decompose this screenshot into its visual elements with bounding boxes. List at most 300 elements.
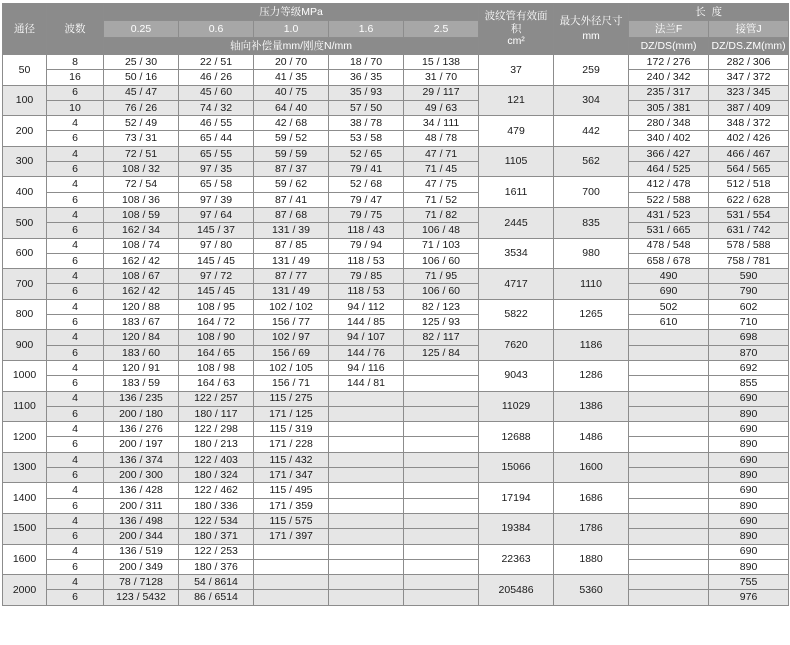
cell-pressure-4: 106 / 48 xyxy=(404,223,479,238)
cell-pressure-4 xyxy=(404,437,479,452)
cell-area: 15066 xyxy=(479,452,554,483)
header-pressure-0: 0.25 xyxy=(104,21,179,38)
table-row xyxy=(3,483,789,498)
cell-pipe: 347 / 372 xyxy=(709,70,789,85)
cell-area: 1611 xyxy=(479,177,554,208)
cell-pressure-0: 123 / 5432 xyxy=(104,590,179,605)
cell-pressure-3 xyxy=(329,590,404,605)
cell-pressure-4: 71 / 52 xyxy=(404,192,479,207)
cell-dn: 1400 xyxy=(3,483,47,514)
cell-pressure-1: 97 / 80 xyxy=(179,238,254,253)
cell-flange xyxy=(629,483,709,498)
table-row xyxy=(3,452,789,467)
table-row xyxy=(3,192,789,207)
cell-pressure-2 xyxy=(254,575,329,590)
cell-pressure-4 xyxy=(404,513,479,528)
cell-pipe: 348 / 372 xyxy=(709,116,789,131)
cell-dn: 1200 xyxy=(3,422,47,453)
cell-flange xyxy=(629,437,709,452)
cell-pressure-2: 59 / 62 xyxy=(254,177,329,192)
cell-pressure-4: 71 / 103 xyxy=(404,238,479,253)
cell-pressure-3: 36 / 35 xyxy=(329,70,404,85)
cell-area: 19384 xyxy=(479,513,554,544)
cell-pressure-0: 200 / 311 xyxy=(104,498,179,513)
cell-pipe: 976 xyxy=(709,590,789,605)
cell-pressure-4 xyxy=(404,376,479,391)
cell-area: 2445 xyxy=(479,207,554,238)
cell-pressure-4: 47 / 71 xyxy=(404,146,479,161)
cell-pressure-1: 54 / 8614 xyxy=(179,575,254,590)
cell-pressure-3 xyxy=(329,422,404,437)
cell-pressure-1: 180 / 376 xyxy=(179,559,254,574)
cell-pressure-0: 108 / 36 xyxy=(104,192,179,207)
cell-waves: 6 xyxy=(47,131,104,146)
cell-waves: 6 xyxy=(47,590,104,605)
cell-dn: 50 xyxy=(3,55,47,86)
cell-pressure-0: 25 / 30 xyxy=(104,55,179,70)
cell-pressure-1: 108 / 98 xyxy=(179,360,254,375)
cell-maxod: 562 xyxy=(554,146,629,177)
table-row xyxy=(3,498,789,513)
cell-pressure-1: 108 / 95 xyxy=(179,299,254,314)
cell-flange: 412 / 478 xyxy=(629,177,709,192)
cell-pressure-3 xyxy=(329,452,404,467)
cell-pressure-2: 131 / 49 xyxy=(254,284,329,299)
cell-maxod: 1686 xyxy=(554,483,629,514)
cell-pressure-3 xyxy=(329,559,404,574)
cell-pressure-1: 180 / 324 xyxy=(179,468,254,483)
cell-dn: 1500 xyxy=(3,513,47,544)
spec-table xyxy=(2,3,789,606)
cell-flange xyxy=(629,452,709,467)
cell-waves: 4 xyxy=(47,544,104,559)
cell-pressure-2: 59 / 52 xyxy=(254,131,329,146)
cell-pressure-0: 183 / 60 xyxy=(104,345,179,360)
cell-pressure-0: 78 / 7128 xyxy=(104,575,179,590)
cell-pressure-2: 156 / 69 xyxy=(254,345,329,360)
cell-pipe: 690 xyxy=(709,452,789,467)
cell-pressure-2: 171 / 347 xyxy=(254,468,329,483)
table-row xyxy=(3,223,789,238)
cell-pressure-2: 171 / 228 xyxy=(254,437,329,452)
cell-waves: 4 xyxy=(47,483,104,498)
cell-pipe: 790 xyxy=(709,284,789,299)
cell-area: 12688 xyxy=(479,422,554,453)
cell-pipe: 890 xyxy=(709,468,789,483)
cell-pressure-3 xyxy=(329,498,404,513)
cell-pressure-4 xyxy=(404,559,479,574)
cell-dn: 900 xyxy=(3,330,47,361)
cell-flange: 172 / 276 xyxy=(629,55,709,70)
cell-pressure-1: 97 / 72 xyxy=(179,269,254,284)
cell-maxod: 1600 xyxy=(554,452,629,483)
header-pressure-4: 2.5 xyxy=(404,21,479,38)
cell-waves: 4 xyxy=(47,238,104,253)
cell-pipe: 531 / 554 xyxy=(709,207,789,222)
cell-flange: 490 xyxy=(629,269,709,284)
cell-maxod: 1386 xyxy=(554,391,629,422)
cell-maxod: 1880 xyxy=(554,544,629,575)
cell-pressure-3: 79 / 94 xyxy=(329,238,404,253)
cell-pressure-1: 164 / 63 xyxy=(179,376,254,391)
cell-pressure-0: 200 / 180 xyxy=(104,406,179,421)
cell-pressure-4 xyxy=(404,498,479,513)
cell-pressure-2: 102 / 97 xyxy=(254,330,329,345)
cell-pressure-2: 115 / 575 xyxy=(254,513,329,528)
cell-area: 9043 xyxy=(479,360,554,391)
cell-maxod: 304 xyxy=(554,85,629,116)
cell-pressure-1: 86 / 6514 xyxy=(179,590,254,605)
table-row xyxy=(3,406,789,421)
cell-pressure-3: 79 / 75 xyxy=(329,207,404,222)
table-row xyxy=(3,70,789,85)
cell-waves: 4 xyxy=(47,330,104,345)
cell-waves: 4 xyxy=(47,177,104,192)
cell-pressure-0: 136 / 428 xyxy=(104,483,179,498)
cell-pipe: 590 xyxy=(709,269,789,284)
cell-pressure-0: 72 / 54 xyxy=(104,177,179,192)
cell-pressure-1: 164 / 72 xyxy=(179,315,254,330)
cell-area: 37 xyxy=(479,55,554,86)
cell-pressure-2 xyxy=(254,544,329,559)
cell-waves: 4 xyxy=(47,116,104,131)
header-flange-code: DZ/DS(mm) xyxy=(629,38,709,55)
cell-maxod: 835 xyxy=(554,207,629,238)
cell-maxod: 259 xyxy=(554,55,629,86)
cell-area: 11029 xyxy=(479,391,554,422)
cell-maxod: 700 xyxy=(554,177,629,208)
cell-pressure-3: 52 / 65 xyxy=(329,146,404,161)
cell-pressure-4: 106 / 60 xyxy=(404,284,479,299)
cell-pressure-1: 145 / 45 xyxy=(179,253,254,268)
cell-dn: 600 xyxy=(3,238,47,269)
cell-flange xyxy=(629,498,709,513)
cell-flange xyxy=(629,529,709,544)
cell-pressure-0: 162 / 42 xyxy=(104,284,179,299)
cell-pressure-0: 162 / 34 xyxy=(104,223,179,238)
cell-waves: 4 xyxy=(47,299,104,314)
cell-flange: 610 xyxy=(629,315,709,330)
cell-flange: 658 / 678 xyxy=(629,253,709,268)
cell-pressure-2: 156 / 71 xyxy=(254,376,329,391)
cell-pressure-3 xyxy=(329,483,404,498)
cell-waves: 6 xyxy=(47,559,104,574)
cell-pressure-3 xyxy=(329,544,404,559)
cell-waves: 4 xyxy=(47,452,104,467)
cell-pressure-3: 144 / 85 xyxy=(329,315,404,330)
cell-waves: 6 xyxy=(47,376,104,391)
cell-pressure-0: 108 / 32 xyxy=(104,162,179,177)
cell-area: 4717 xyxy=(479,269,554,300)
cell-waves: 6 xyxy=(47,498,104,513)
cell-flange: 235 / 317 xyxy=(629,85,709,100)
cell-pressure-3: 53 / 58 xyxy=(329,131,404,146)
header-maxod-label: 最大外径尺寸 xyxy=(559,15,623,28)
cell-pipe: 466 / 467 xyxy=(709,146,789,161)
cell-pressure-0: 45 / 47 xyxy=(104,85,179,100)
cell-pressure-4: 82 / 117 xyxy=(404,330,479,345)
cell-dn: 100 xyxy=(3,85,47,116)
table-row xyxy=(3,238,789,253)
cell-pipe: 890 xyxy=(709,406,789,421)
cell-pressure-3: 35 / 93 xyxy=(329,85,404,100)
cell-pressure-0: 200 / 344 xyxy=(104,529,179,544)
table-row xyxy=(3,391,789,406)
table-row xyxy=(3,376,789,391)
cell-pipe: 602 xyxy=(709,299,789,314)
cell-pressure-0: 200 / 300 xyxy=(104,468,179,483)
header-flange: 法兰F xyxy=(629,21,709,38)
cell-pipe: 690 xyxy=(709,483,789,498)
cell-pressure-1: 180 / 336 xyxy=(179,498,254,513)
cell-pressure-4 xyxy=(404,406,479,421)
cell-pressure-0: 200 / 197 xyxy=(104,437,179,452)
cell-flange xyxy=(629,391,709,406)
cell-pressure-4: 31 / 70 xyxy=(404,70,479,85)
cell-pressure-2: 171 / 359 xyxy=(254,498,329,513)
cell-dn: 200 xyxy=(3,116,47,147)
cell-flange: 305 / 381 xyxy=(629,100,709,115)
cell-pressure-2: 41 / 35 xyxy=(254,70,329,85)
cell-pipe: 690 xyxy=(709,422,789,437)
cell-flange xyxy=(629,360,709,375)
cell-waves: 6 xyxy=(47,437,104,452)
cell-area: 121 xyxy=(479,85,554,116)
cell-dn: 1300 xyxy=(3,452,47,483)
cell-pressure-3: 18 / 70 xyxy=(329,55,404,70)
cell-area: 205486 xyxy=(479,575,554,606)
cell-pressure-0: 136 / 235 xyxy=(104,391,179,406)
cell-pressure-3 xyxy=(329,406,404,421)
cell-pressure-4 xyxy=(404,468,479,483)
cell-maxod: 1186 xyxy=(554,330,629,361)
table-row xyxy=(3,162,789,177)
cell-pressure-1: 145 / 37 xyxy=(179,223,254,238)
cell-pressure-1: 122 / 462 xyxy=(179,483,254,498)
cell-waves: 4 xyxy=(47,207,104,222)
cell-maxod: 1110 xyxy=(554,269,629,300)
header-pressure-1: 0.6 xyxy=(179,21,254,38)
cell-pressure-3: 38 / 78 xyxy=(329,116,404,131)
cell-pipe: 564 / 565 xyxy=(709,162,789,177)
cell-dn: 400 xyxy=(3,177,47,208)
cell-pressure-4 xyxy=(404,575,479,590)
cell-waves: 6 xyxy=(47,253,104,268)
header-length: 长 度 xyxy=(629,4,789,21)
cell-pressure-1: 164 / 65 xyxy=(179,345,254,360)
cell-pressure-3 xyxy=(329,575,404,590)
cell-pressure-2: 115 / 432 xyxy=(254,452,329,467)
cell-pressure-0: 183 / 67 xyxy=(104,315,179,330)
cell-pressure-0: 183 / 59 xyxy=(104,376,179,391)
cell-pipe: 512 / 518 xyxy=(709,177,789,192)
cell-area: 5822 xyxy=(479,299,554,330)
cell-maxod: 980 xyxy=(554,238,629,269)
cell-pressure-3: 118 / 53 xyxy=(329,253,404,268)
cell-pipe: 855 xyxy=(709,376,789,391)
cell-pressure-1: 74 / 32 xyxy=(179,100,254,115)
cell-pressure-3 xyxy=(329,468,404,483)
cell-flange xyxy=(629,345,709,360)
cell-pressure-4: 48 / 78 xyxy=(404,131,479,146)
table-row xyxy=(3,468,789,483)
cell-waves: 4 xyxy=(47,575,104,590)
cell-pressure-2: 102 / 105 xyxy=(254,360,329,375)
cell-flange: 478 / 548 xyxy=(629,238,709,253)
table-row xyxy=(3,299,789,314)
cell-waves: 6 xyxy=(47,315,104,330)
cell-flange: 280 / 348 xyxy=(629,116,709,131)
cell-area: 3534 xyxy=(479,238,554,269)
header-waves: 波数 xyxy=(47,4,104,55)
cell-pressure-0: 76 / 26 xyxy=(104,100,179,115)
cell-flange xyxy=(629,468,709,483)
cell-pipe: 692 xyxy=(709,360,789,375)
cell-pressure-1: 22 / 51 xyxy=(179,55,254,70)
cell-pipe: 282 / 306 xyxy=(709,55,789,70)
cell-pressure-1: 108 / 90 xyxy=(179,330,254,345)
cell-waves: 16 xyxy=(47,70,104,85)
cell-flange: 531 / 665 xyxy=(629,223,709,238)
cell-pressure-1: 180 / 213 xyxy=(179,437,254,452)
cell-pressure-2: 171 / 397 xyxy=(254,529,329,544)
cell-pressure-0: 73 / 31 xyxy=(104,131,179,146)
header-area-line1: 波纹管有效面 xyxy=(484,10,548,23)
cell-waves: 6 xyxy=(47,345,104,360)
cell-pressure-0: 136 / 374 xyxy=(104,452,179,467)
cell-dn: 1000 xyxy=(3,360,47,391)
cell-flange: 690 xyxy=(629,284,709,299)
table-row xyxy=(3,100,789,115)
cell-pressure-1: 122 / 403 xyxy=(179,452,254,467)
cell-waves: 8 xyxy=(47,55,104,70)
cell-pipe: 690 xyxy=(709,513,789,528)
cell-area: 479 xyxy=(479,116,554,147)
cell-pressure-0: 108 / 67 xyxy=(104,269,179,284)
header-maxod xyxy=(554,4,629,55)
table-row xyxy=(3,330,789,345)
cell-pressure-4: 71 / 95 xyxy=(404,269,479,284)
cell-pressure-3: 94 / 116 xyxy=(329,360,404,375)
cell-pressure-2: 131 / 39 xyxy=(254,223,329,238)
cell-pressure-3: 94 / 107 xyxy=(329,330,404,345)
cell-pressure-3: 52 / 68 xyxy=(329,177,404,192)
cell-pressure-3: 79 / 41 xyxy=(329,162,404,177)
cell-pressure-3 xyxy=(329,437,404,452)
cell-pressure-1: 97 / 39 xyxy=(179,192,254,207)
cell-pipe: 690 xyxy=(709,544,789,559)
cell-pressure-3 xyxy=(329,529,404,544)
cell-flange: 240 / 342 xyxy=(629,70,709,85)
cell-waves: 4 xyxy=(47,146,104,161)
cell-flange xyxy=(629,559,709,574)
spec-table-body xyxy=(3,55,789,606)
header-maxod-unit: mm xyxy=(582,30,600,42)
cell-pipe: 755 xyxy=(709,575,789,590)
cell-pressure-0: 136 / 519 xyxy=(104,544,179,559)
cell-pressure-4: 15 / 138 xyxy=(404,55,479,70)
cell-pressure-0: 108 / 74 xyxy=(104,238,179,253)
cell-area: 17194 xyxy=(479,483,554,514)
cell-pressure-1: 122 / 253 xyxy=(179,544,254,559)
cell-maxod: 1486 xyxy=(554,422,629,453)
cell-pressure-0: 52 / 49 xyxy=(104,116,179,131)
cell-pressure-0: 72 / 51 xyxy=(104,146,179,161)
table-row xyxy=(3,146,789,161)
cell-pipe: 402 / 426 xyxy=(709,131,789,146)
cell-waves: 4 xyxy=(47,391,104,406)
cell-flange xyxy=(629,406,709,421)
cell-pressure-1: 65 / 58 xyxy=(179,177,254,192)
cell-pipe: 870 xyxy=(709,345,789,360)
cell-pressure-4 xyxy=(404,483,479,498)
cell-pressure-4: 49 / 63 xyxy=(404,100,479,115)
cell-pressure-4 xyxy=(404,391,479,406)
cell-pressure-2: 64 / 40 xyxy=(254,100,329,115)
cell-pressure-3: 144 / 81 xyxy=(329,376,404,391)
cell-flange: 431 / 523 xyxy=(629,207,709,222)
cell-pressure-4: 47 / 75 xyxy=(404,177,479,192)
cell-flange: 502 xyxy=(629,299,709,314)
cell-pressure-4 xyxy=(404,360,479,375)
cell-pressure-1: 180 / 117 xyxy=(179,406,254,421)
cell-pressure-2: 40 / 75 xyxy=(254,85,329,100)
cell-waves: 4 xyxy=(47,360,104,375)
cell-pipe: 698 xyxy=(709,330,789,345)
cell-pressure-3: 118 / 43 xyxy=(329,223,404,238)
cell-pipe: 631 / 742 xyxy=(709,223,789,238)
cell-pressure-4 xyxy=(404,544,479,559)
header-pressure-2: 1.0 xyxy=(254,21,329,38)
table-row xyxy=(3,131,789,146)
table-row xyxy=(3,116,789,131)
cell-pressure-2: 20 / 70 xyxy=(254,55,329,70)
cell-maxod: 5360 xyxy=(554,575,629,606)
cell-waves: 6 xyxy=(47,406,104,421)
cell-flange xyxy=(629,376,709,391)
cell-pipe: 890 xyxy=(709,529,789,544)
cell-pressure-0: 136 / 498 xyxy=(104,513,179,528)
cell-pipe: 690 xyxy=(709,391,789,406)
table-row xyxy=(3,437,789,452)
cell-waves: 4 xyxy=(47,269,104,284)
cell-pipe: 710 xyxy=(709,315,789,330)
header-pressure: 压力等级MPa xyxy=(104,4,479,21)
cell-area: 1105 xyxy=(479,146,554,177)
table-row xyxy=(3,544,789,559)
cell-pressure-4 xyxy=(404,529,479,544)
cell-waves: 6 xyxy=(47,85,104,100)
cell-pipe: 387 / 409 xyxy=(709,100,789,115)
cell-pressure-3: 57 / 50 xyxy=(329,100,404,115)
header-area-line2: 积 xyxy=(510,22,522,35)
cell-pressure-1: 180 / 371 xyxy=(179,529,254,544)
table-row xyxy=(3,85,789,100)
cell-pipe: 890 xyxy=(709,437,789,452)
table-row xyxy=(3,253,789,268)
cell-pressure-4: 125 / 84 xyxy=(404,345,479,360)
cell-pressure-0: 50 / 16 xyxy=(104,70,179,85)
cell-pressure-2: 42 / 68 xyxy=(254,116,329,131)
table-row xyxy=(3,360,789,375)
cell-dn: 1100 xyxy=(3,391,47,422)
table-row xyxy=(3,575,789,590)
cell-pressure-2: 87 / 37 xyxy=(254,162,329,177)
cell-pressure-0: 120 / 88 xyxy=(104,299,179,314)
cell-flange xyxy=(629,330,709,345)
cell-pipe: 890 xyxy=(709,498,789,513)
cell-pressure-4: 125 / 93 xyxy=(404,315,479,330)
